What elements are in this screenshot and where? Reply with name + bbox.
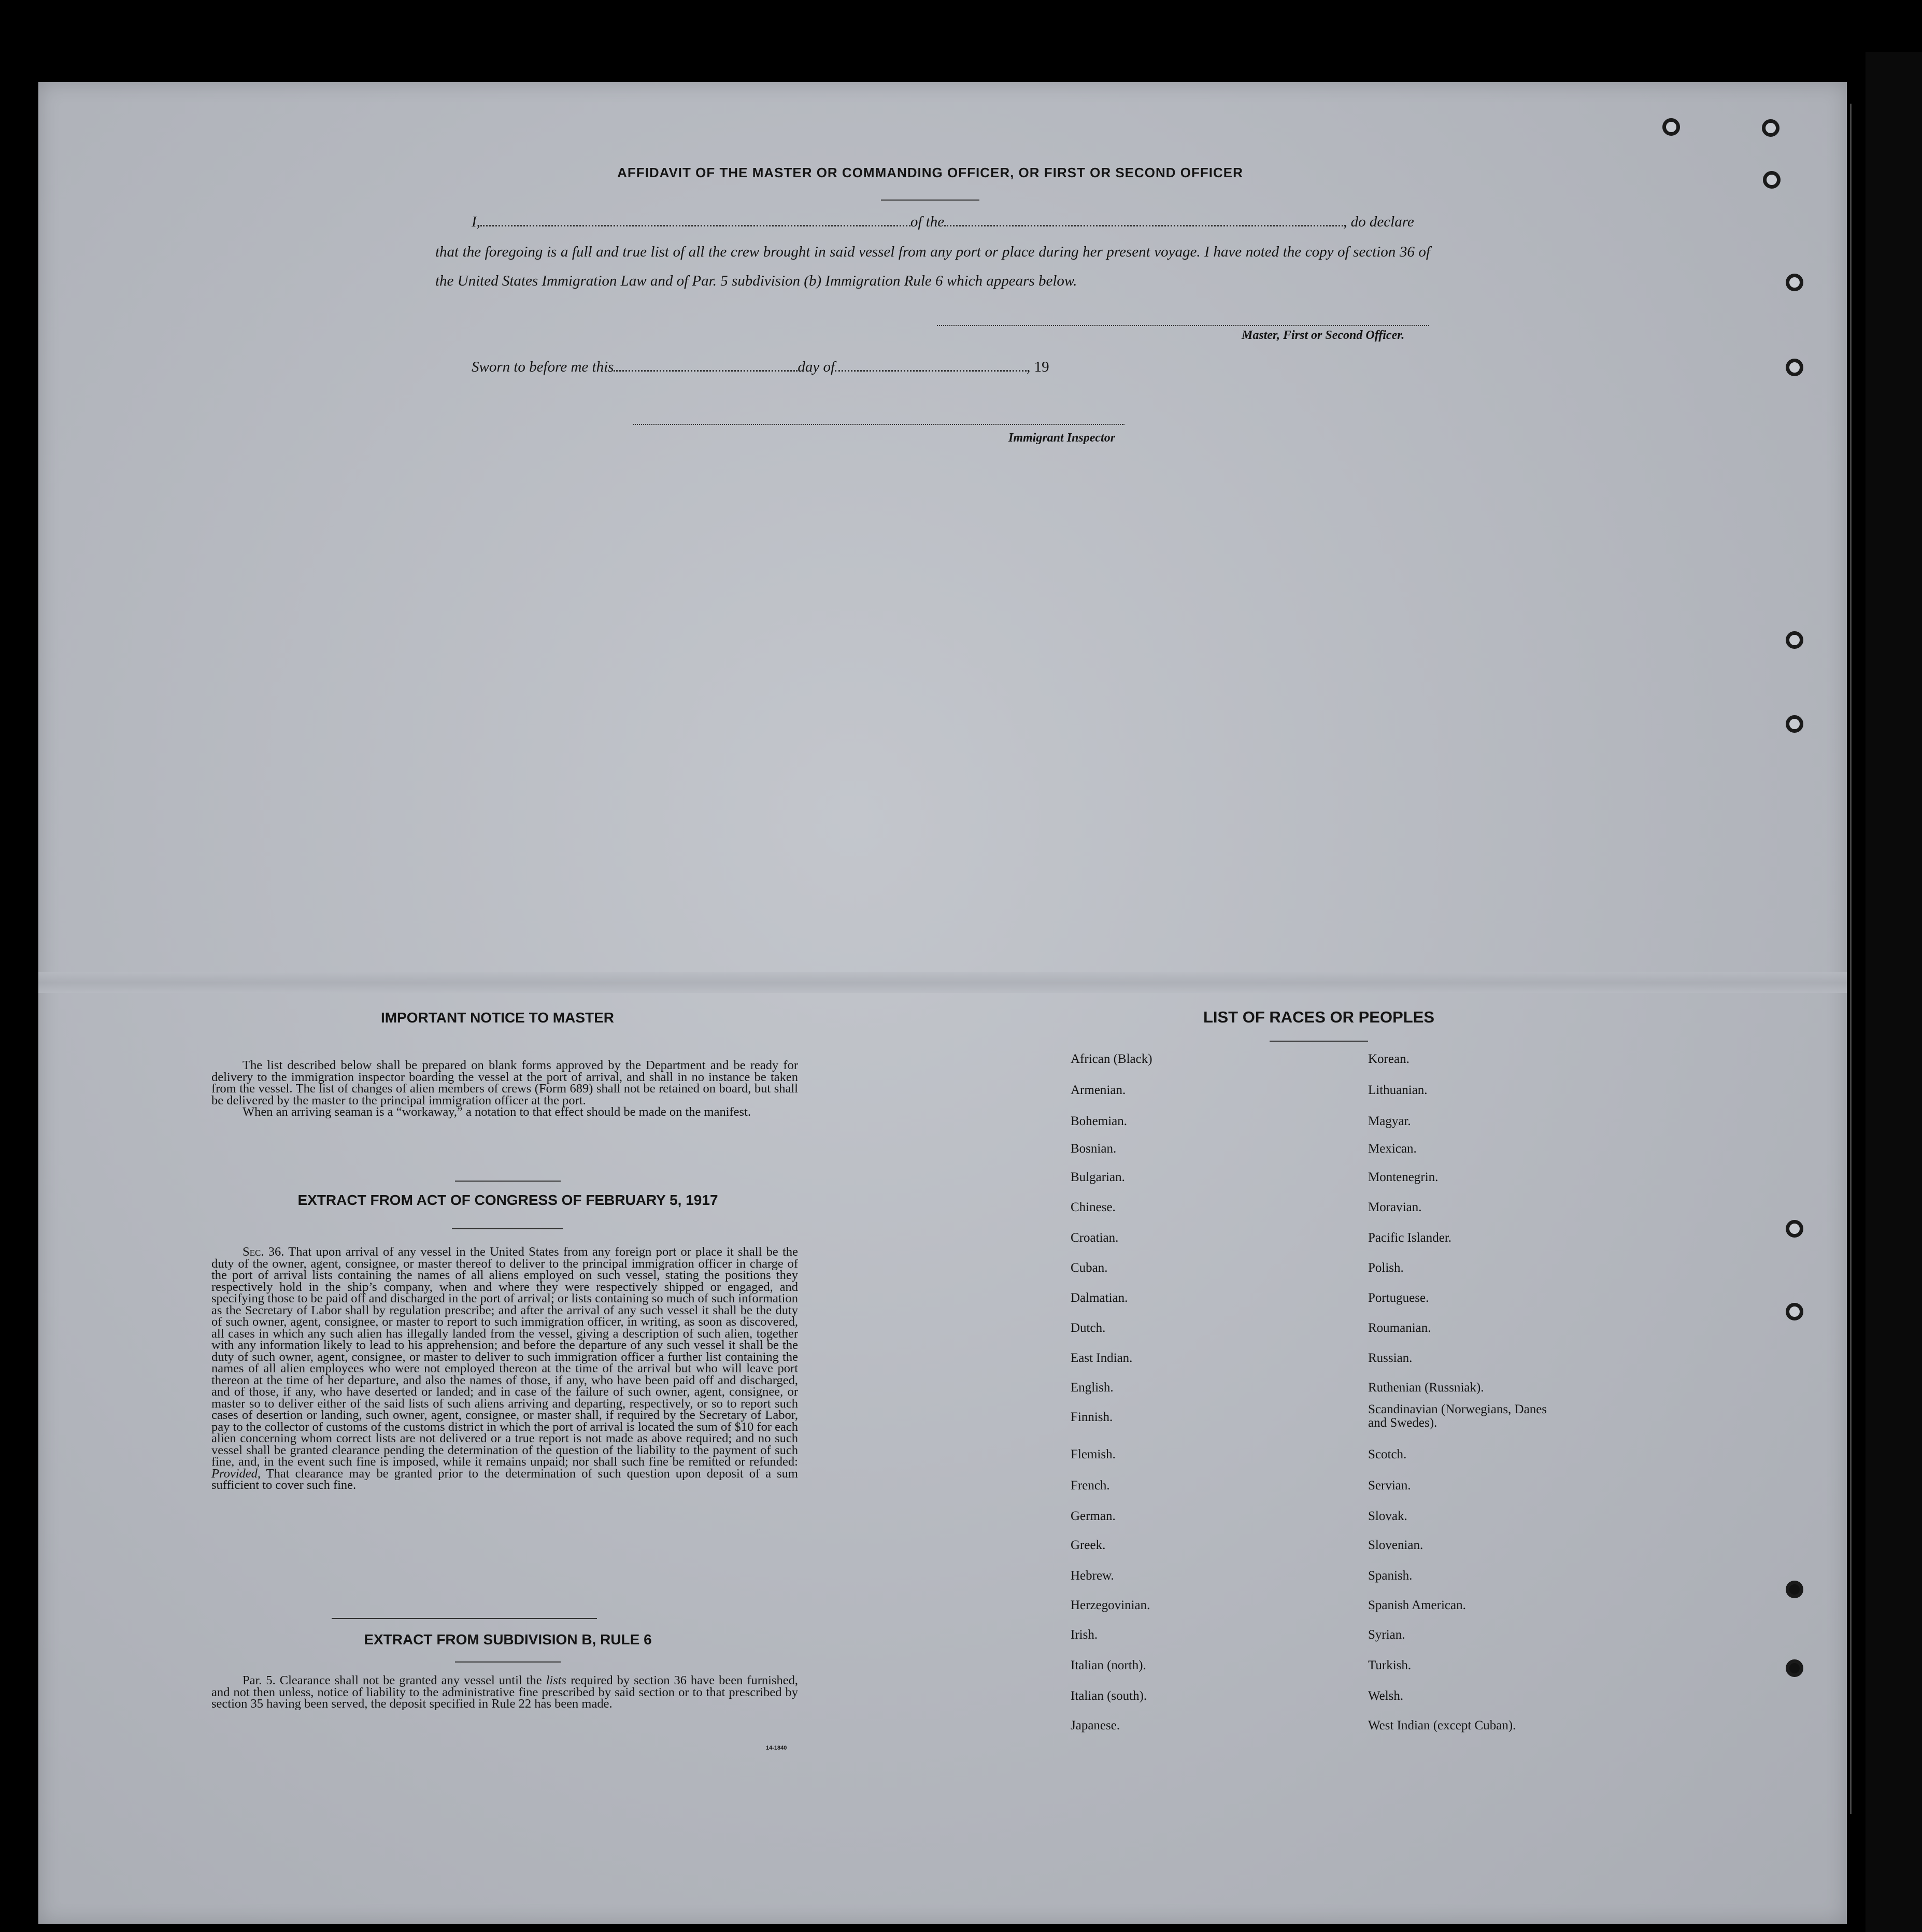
rule6-text-a: Par. 5. Clearance shall not be granted any vessel until the [243,1673,542,1687]
binder-hole-icon [1786,1581,1803,1598]
race-item: Bulgarian. [1071,1170,1125,1184]
race-item: Flemish. [1071,1447,1116,1461]
race-item: Turkish. [1368,1658,1412,1672]
bleed-through-lines [1850,104,1862,1814]
race-item: Herzegovinian. [1071,1598,1150,1612]
binder-hole-icon [1786,359,1803,376]
races-title-rule [1270,1041,1368,1042]
rule6-title: EXTRACT FROM SUBDIVISION B, RULE 6 [364,1631,652,1647]
race-item: Italian (south). [1071,1689,1147,1703]
title-rule [881,200,979,201]
vessel-name-blank[interactable] [944,221,1343,226]
scanner-edge [1866,52,1922,1932]
binder-hole-icon [1786,1659,1803,1677]
notice-paragraph: The list described below shall be prepared on blank forms approved by the Department and be ready for delivery to the immigration inspector boarding the vessel at the port of arrival, and shall in no instance be taken from the vessel. The list of changes of alien members of crews (Form 689) shall not be retained on board, but shall be delivered by the master to the principal immigration officer at the port. [211,1058,798,1107]
officer-signature-line[interactable] [937,325,1429,326]
declaration-of-the: of the [910,214,945,230]
act-section-text: That upon arrival of any vessel in the United States from any foreign port or place it shall be the duty of the owner, agent, consignee, or master thereof to deliver to the principal immigration officer in charge of the port of arrival lists containing the names of all aliens employed on such vessel, stating the positions they respectively hold in the ship’s company, when and where they were respectively shipped or engaged, and specifying those to be paid off and discharged in the port of arrival; or lists containing so much of such information as the Secretary of Labor shall by regulation prescribe; and after the arrival of any such vessel it shall be the duty of such owner, agent, consignee, or master to report to such immigration officer, in writing, as soon as discovered, all cases in which any such alien has illegally landed from the vessel, giving a description of such alien, together with any information likely to lead to his apprehension; and before the departure of any such vessel it shall be the duty of such owner, agent, consignee, or master to deliver to such immigration officer a further list containing the names of all alien employees who were not employed thereon at the time of the arrival but who will leave port thereon at the time of her departure, and also the names of those, if any, who have been paid off and discharged, and of those, if any, who have deserted or landed; and in case of the failure of such owner, agent, consignee, or master so to deliver either of the said lists of such aliens arriving and departing, respectively, or so to report such cases of desertion or landing, such owner, agent, consignee, or master shall, if required by the Secretary of Labor, pay to the collector of customs of the customs district in which the port of arrival is located the sum of $10 for each alien concerning whom correct lists are not delivered or a true report is not made as above required; and no such vessel shall be granted clearance pending the determination of the question of the liability to the payment of such fine, and, in the event such fine is imposed, while it remains unpaid; nor shall such fine be remitted or refunded: [211,1245,798,1469]
declaration-line [472,214,1430,231]
notice-paragraph: When an arriving seaman is a “workaway,” a notation to that effect should be made on the manifest. [243,1105,751,1119]
notice-body [211,1060,798,1118]
race-item: Roumanian. [1368,1321,1431,1335]
notice-title: IMPORTANT NOTICE TO MASTER [380,1010,615,1026]
race-item: Dutch. [1071,1321,1106,1335]
page-fold [38,972,1847,993]
race-item: Cuban. [1071,1261,1108,1275]
act-title: EXTRACT FROM ACT OF CONGRESS OF FEBRUARY 5, 1917 [297,1192,718,1208]
race-item: Ruthenian (Russniak). [1368,1381,1484,1395]
binder-hole-icon [1762,119,1779,137]
race-item: Hebrew. [1071,1569,1114,1583]
race-item: Finnish. [1071,1410,1113,1424]
act-section-label: Sec. 36. [243,1245,284,1259]
binder-hole-icon [1786,631,1803,649]
race-item: Syrian. [1368,1628,1405,1642]
act-section-36 [211,1246,798,1491]
race-item: Armenian. [1071,1083,1126,1097]
race-item: Welsh. [1368,1689,1404,1703]
race-item: Portuguese. [1368,1291,1429,1305]
act-proviso-text: That clearance may be granted prior to the determination of such question upon deposit of a sum sufficient to cover such fine. [211,1466,798,1492]
race-item: Moravian. [1368,1200,1422,1214]
race-item: Italian (north). [1071,1658,1146,1672]
section-rule [332,1618,597,1619]
race-item: Scandinavian (Norwegians, Danes and Swedes). [1368,1402,1547,1430]
rule6-paragraph [211,1675,798,1710]
race-item: Slovenian. [1368,1538,1423,1552]
form-number: 14-1840 [766,1745,787,1751]
inspector-signature-label: Immigrant Inspector [1008,431,1116,445]
sworn-month-blank[interactable] [835,366,1027,372]
affidavit-title: AFFIDAVIT OF THE MASTER OR COMMANDING OFFICER, OR FIRST OR SECOND OFFICER [617,165,1243,180]
officer-signature-label: Master, First or Second Officer. [1242,329,1405,342]
race-item: Croatian. [1071,1231,1119,1245]
sworn-text: Sworn to before me this [472,359,614,375]
race-item: Mexican. [1368,1142,1417,1156]
race-item: Irish. [1071,1628,1098,1642]
race-item: Servian. [1368,1479,1411,1493]
race-item: Spanish American. [1368,1598,1466,1612]
sworn-year: , 19 [1027,359,1049,375]
binder-hole-icon [1786,1303,1803,1320]
race-item: Montenegrin. [1368,1170,1439,1184]
race-item: Slovak. [1368,1509,1407,1523]
race-item: Japanese. [1071,1718,1120,1732]
race-item: West Indian (except Cuban). [1368,1718,1516,1732]
race-item: Greek. [1071,1538,1106,1552]
binder-hole-icon [1763,171,1781,189]
race-item: Bosnian. [1071,1142,1117,1156]
rule6-lists-word: lists [546,1673,567,1687]
race-item: French. [1071,1479,1110,1493]
sworn-day-blank[interactable] [614,366,798,372]
race-item: East Indian. [1071,1351,1133,1365]
race-item: Spanish. [1368,1569,1413,1583]
declaration-do-declare: , do declare [1343,214,1414,230]
sworn-day-of: day of [798,359,835,375]
race-item: African (Black) [1071,1052,1152,1066]
race-item: Chinese. [1071,1200,1116,1214]
race-item: Magyar. [1368,1114,1411,1128]
officer-name-blank[interactable] [480,221,910,226]
race-item: English. [1071,1381,1114,1395]
race-item: Korean. [1368,1052,1410,1066]
act-proviso-word: Provided, [211,1466,261,1481]
section-rule [455,1661,561,1663]
race-item: Russian. [1368,1351,1413,1365]
binder-hole-icon [1662,118,1680,136]
binder-hole-icon [1786,715,1803,733]
section-rule [452,1228,563,1229]
race-item: Scotch. [1368,1447,1407,1461]
affidavit-statement: that the foregoing is a full and true list of all the crew brought in said vessel from any port or place during her present voyage. I have noted the copy of section 36 of the United States Immigration Law and of Par. 5 subdivision (b) Immigration Rule 6 which appears below. [435,244,1430,289]
race-item: Pacific Islander. [1368,1231,1452,1245]
races-title: LIST OF RACES OR PEOPLES [1203,1008,1435,1026]
race-item: Polish. [1368,1261,1404,1275]
binder-hole-icon [1786,1220,1803,1238]
race-item: Lithuanian. [1368,1083,1428,1097]
rule6-text-b: required by section 36 have been furnished, and not then unless, notice of liability to the administrative fine prescribed by said section or to that prescribed by section 35 having been served, the deposit specified in Rule 22 has been made. [211,1673,799,1711]
race-item: Bohemian. [1071,1114,1128,1128]
inspector-signature-line[interactable] [633,424,1124,425]
section-rule [455,1181,561,1182]
binder-hole-icon [1786,274,1803,291]
race-item: German. [1071,1509,1116,1523]
race-item: Dalmatian. [1071,1291,1128,1305]
sworn-line [472,359,1049,376]
declaration-i: I, [472,214,480,230]
